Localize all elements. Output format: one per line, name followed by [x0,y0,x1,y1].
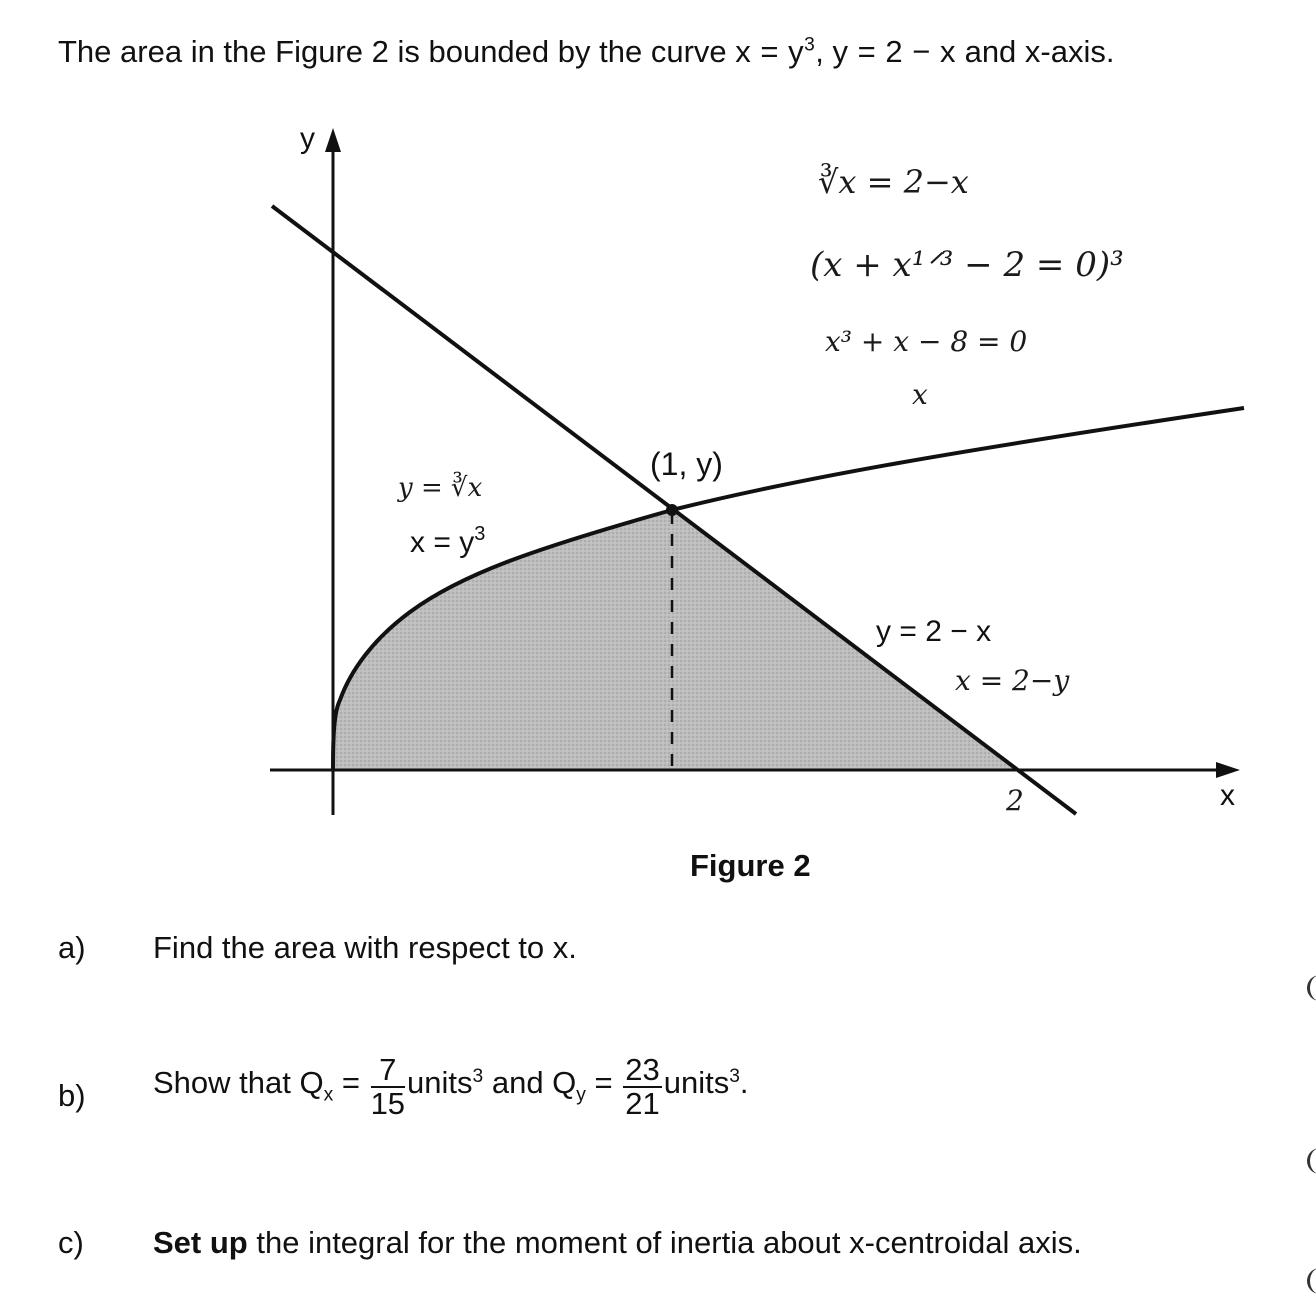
question-c-label: c) [58,1225,84,1260]
x-axis-arrow [1216,762,1240,778]
handwritten-line-note: x = 2−y [955,664,1070,697]
line-label: y = 2 − x [876,615,992,648]
equation-line: y = 2 − x [832,34,956,69]
handwritten-line4: x [912,378,928,411]
x-axis-label: x [1220,779,1235,812]
intro-suffix: and x-axis. [964,34,1115,69]
fraction-qx: $\frac{7}{15}$ [370,1052,406,1121]
question-a-text: Find the area with respect to x. [153,930,577,965]
handwritten-two: 2 [1006,784,1024,817]
equation-separator: , [815,34,824,69]
intro-prefix: The area in the Figure 2 is bounded by the curve [58,34,727,69]
point-label: (1, y) [650,446,723,482]
question-a-label: a) [58,930,86,965]
handwritten-line2: (x + x¹ᐟ³ − 2 = 0)³ [810,245,1124,285]
intersection-point [666,504,678,516]
handwritten-curve-note: y = ∛x [398,473,483,503]
question-c-text: Set up the integral for the moment of inertia about x-centroidal axis. [153,1225,1082,1260]
question-b-text: Show that $Q_x$ = $\frac{7}{15}$ units$^3$ and $Q_y$ = $\frac{23}{21}$ units$^3$. [153,1052,749,1121]
y-axis-arrow [325,128,341,152]
figure-caption: Figure 2 [690,848,811,883]
handwritten-line3: x³ + x − 8 = 0 [825,325,1028,358]
y-axis-label: y [300,122,315,155]
handwritten-line1: ∛x = 2−x [818,163,969,201]
question-b-label: b) [58,1078,86,1113]
curve-label: $x = y^3$ [410,523,486,559]
fraction-qy: $\frac{23}{21}$ [625,1052,660,1121]
equation-curve: $x = y^3$ [735,34,816,69]
